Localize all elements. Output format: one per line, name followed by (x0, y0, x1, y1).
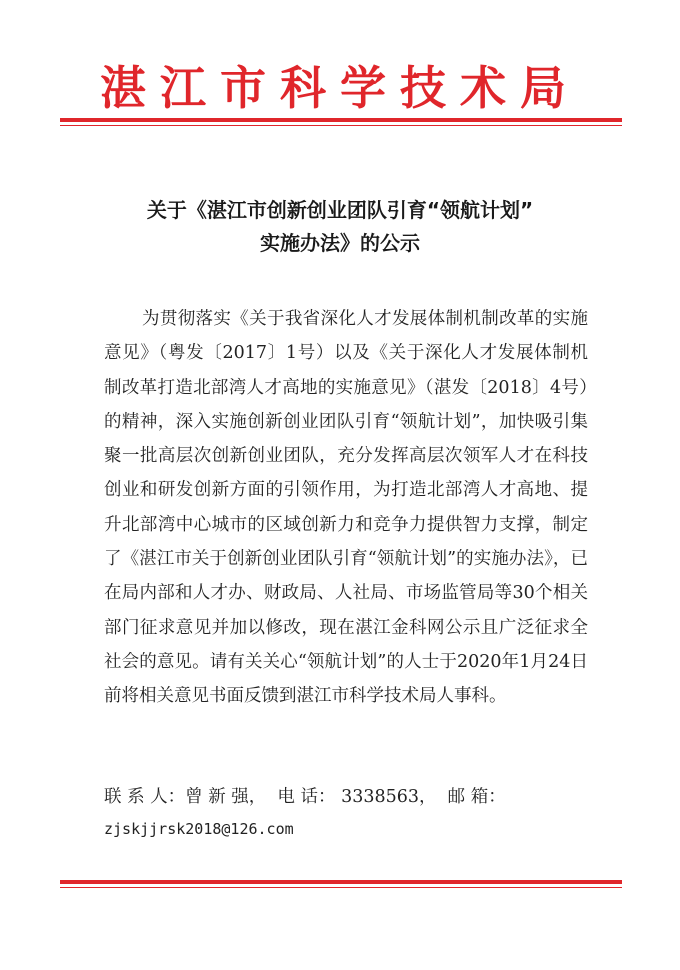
contact-phone: 3338563， (341, 787, 437, 807)
contact-email-label: 邮 箱： (447, 787, 506, 807)
org-letterhead-title: 湛江市科学技术局 (100, 61, 580, 115)
contact-email: zjskjjrsk2018@126.com (104, 820, 294, 838)
document-body-paragraph: 为贯彻落实《关于我省深化人才发展体制机制改革的实施意见》（粤发〔2017〕1号）以及《关于深化人才发展体制机制改革打造北部湾人才高地的实施意见》（湛发〔2018〕4号）的精神，深入实施创新创业团队引育“领航计划”，加快吸引集聚一批高层次创新创业团队，充分发挥高层次领军人才在科技创业和研发创新方面的引领作用，为打造北部湾人才高地、提升北部湾中心城市的区域创新力和竞争力提供智力支撑，制定了《湛江市关于创新创业团队引育“领航计划”的实施办法》，已在局内部和人才办、财政局、人社局、市场监管局等30个相关部门征求意见并加以修改，现在湛江金科网公示且广泛征求全社会的意见。请有关关心“领航计划”的人士于2020年1月24日前将相关意见书面反馈到湛江市科学技术局人事科。 (104, 309, 588, 707)
letterhead-divider-thick (60, 118, 622, 122)
letterhead-divider-thin (60, 125, 622, 126)
footer-divider-thin (60, 887, 622, 888)
contact-person-label: 联 系 人： (104, 787, 186, 807)
contact-line (104, 782, 584, 812)
contact-person-name: 曾 新 强， (185, 787, 267, 807)
document-title-line-1: 关于《湛江市创新创业团队引育“领航计划” (146, 198, 534, 222)
footer-divider-thick (60, 880, 622, 884)
document-title-line-2: 实施办法》的公示 (260, 231, 420, 255)
contact-phone-label: 电 话： (277, 787, 336, 807)
